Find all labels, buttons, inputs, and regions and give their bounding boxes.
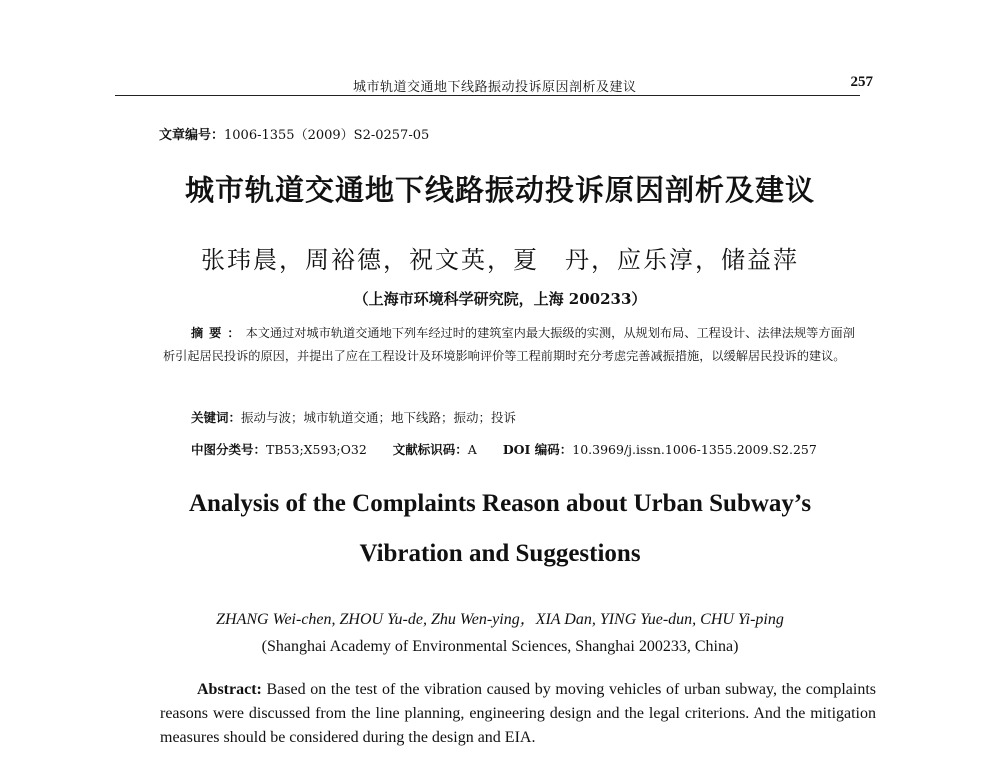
- chinese-affiliation: （上海市环境科学研究院，上海 200233）: [353, 290, 647, 308]
- article-number: [159, 124, 429, 143]
- keywords-text: 振动与波；城市轨道交通；地下线路；振动；投诉: [241, 410, 517, 425]
- chinese-abstract-label: 摘要：: [191, 326, 246, 340]
- doc-code-label: 文献标识码：: [392, 442, 468, 457]
- class-label: 中图分类号：: [191, 442, 267, 457]
- chinese-title: 城市轨道交通地下线路振动投诉原因剖析及建议: [184, 173, 815, 207]
- classification-line: [191, 440, 817, 458]
- running-header: [115, 68, 873, 95]
- chinese-abstract: [163, 322, 863, 367]
- chinese-keywords: [191, 408, 516, 426]
- english-authors: ZHANG Wei-chen, ZHOU Yu-de, Zhu Wen-ying，XIA Dan, YING Yue-dun, CHU Yi-ping: [216, 611, 784, 628]
- article-number-label: 文章编号：: [159, 128, 225, 143]
- header-rule: [115, 95, 860, 96]
- doi-label: DOI 编码：: [502, 442, 573, 457]
- class-value: TB53;X593;O32: [266, 442, 367, 457]
- english-abstract: [160, 678, 876, 750]
- english-affiliation: (Shanghai Academy of Environmental Sciences, Shanghai 200233, China): [261, 638, 739, 655]
- page-number: 257: [850, 74, 873, 90]
- chinese-authors: 张玮晨，周裕德，祝文英，夏 丹，应乐淳，储益萍: [201, 246, 799, 274]
- english-abstract-label: Abstract:: [197, 681, 262, 698]
- english-abstract-text: Based on the test of the vibration caused by moving vehicles of urban subway, the complaints reasons were discussed from the line planning, engineering design and the legal criterions. And the mitigation measures should be considered during the design and EIA.: [160, 681, 876, 746]
- doc-code-value: A: [467, 442, 477, 457]
- running-title: 城市轨道交通地下线路振动投诉原因剖析及建议: [353, 80, 637, 95]
- keywords-label: 关键词：: [191, 410, 242, 425]
- english-title-line2: Vibration and Suggestions: [359, 540, 641, 567]
- article-number-value: 1006-1355（2009）S2-0257-05: [224, 128, 430, 143]
- doi-value: 10.3969/j.issn.1006-1355.2009.S2.257: [572, 442, 817, 457]
- english-title-line1: Analysis of the Complaints Reason about Urban Subway’s: [188, 490, 812, 517]
- chinese-abstract-text: 本文通过对城市轨道交通地下列车经过时的建筑室内最大振级的实测，从规划布局、工程设计、法律法规等方面剖析引起居民投诉的原因，并提出了应在工程设计及环境影响评价等工程前期时充分考虑完善减振措施，以缓解居民投诉的建议。: [163, 326, 855, 363]
